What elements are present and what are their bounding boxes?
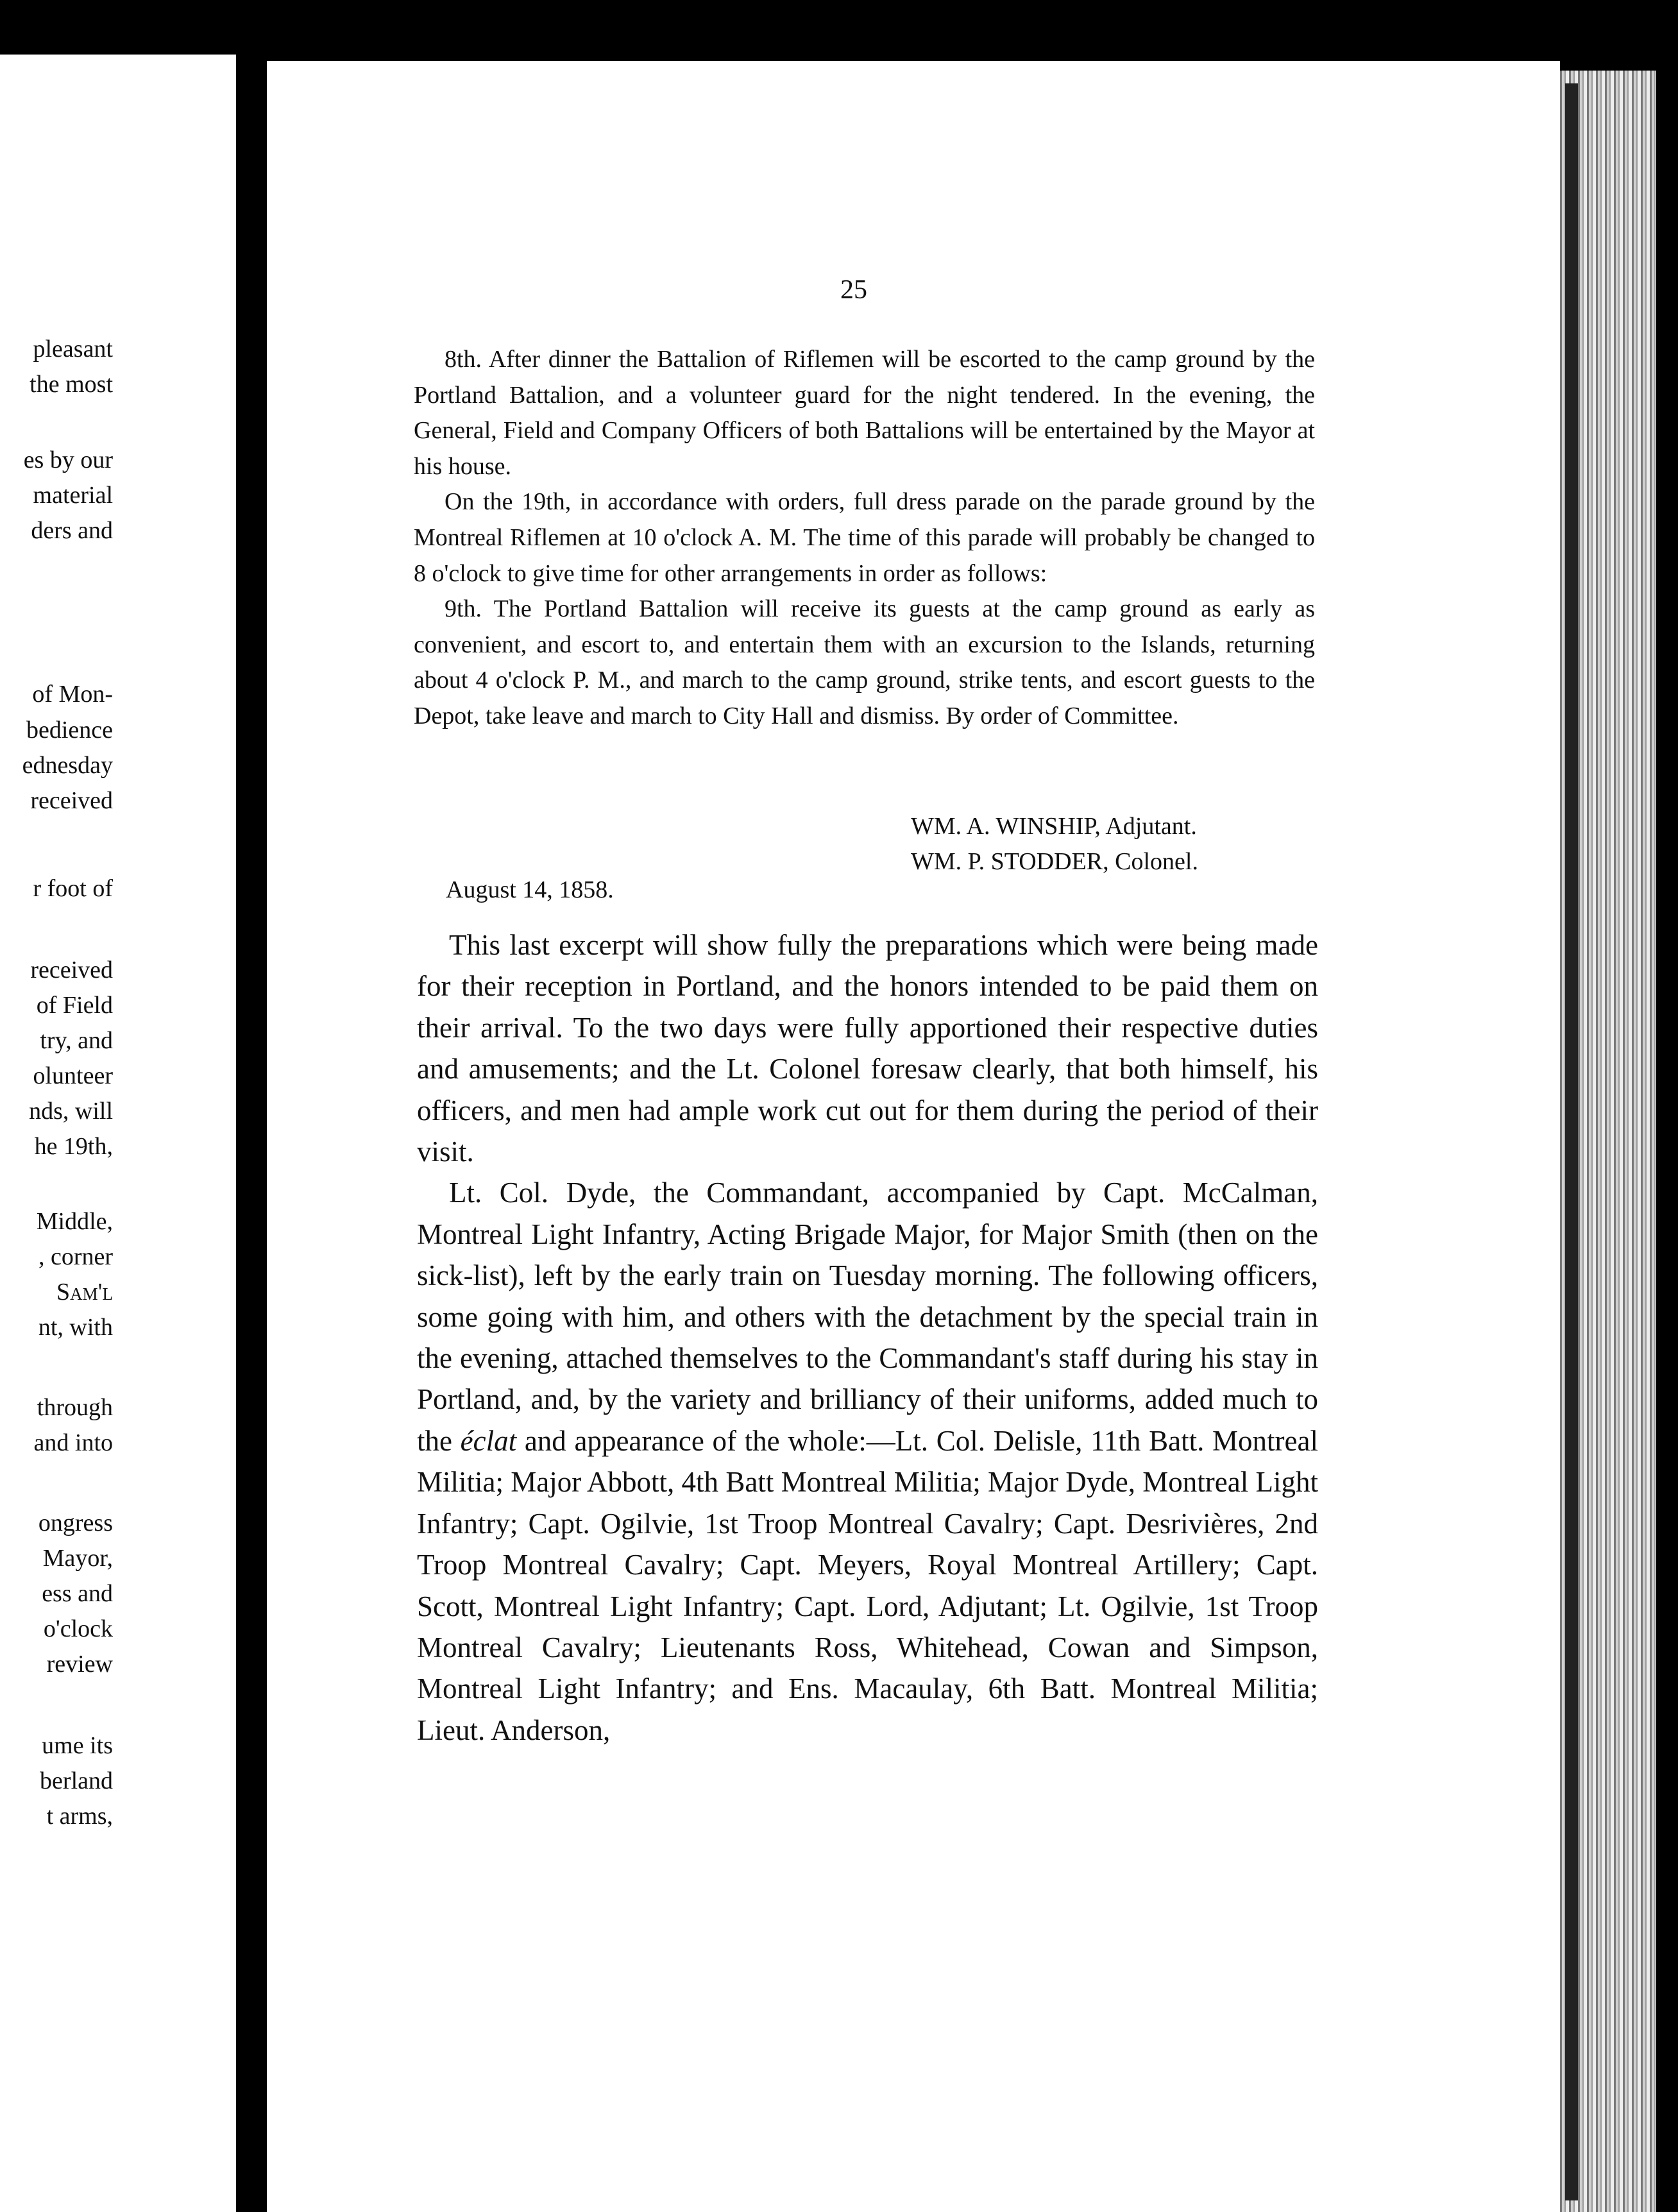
left-line: the most — [30, 371, 113, 398]
left-line: pleasant — [33, 336, 113, 362]
left-line: received — [30, 787, 113, 814]
left-facing-page — [0, 55, 236, 2212]
left-line: ders and — [31, 517, 113, 544]
left-line: ess and — [42, 1580, 113, 1607]
paragraph: This last excerpt will show fully the preparations which were being made for their reception in Portland, and the honors intended to be paid them on their arrival. To the two days were fully apportioned their respective duties and amusements; and the Lt. Colonel foresaw clearly, that both himself, his officers, and men had ample work cut out for them during the period of their visit. — [417, 929, 1318, 1168]
left-line: ednesday — [22, 752, 113, 779]
paragraph: 9th. The Portland Battalion will receive its guests at the camp ground as early as convenient, and escort to, and entertain them with an excursion to the Islands, returning about 4 o'clock P. M., and march to the camp ground, strike tents, and escort guests to the Depot, take leave and march to City Hall and dismiss. By order of Committee. — [414, 595, 1315, 729]
left-line: es by our — [23, 447, 113, 473]
left-line: he 19th, — [34, 1133, 113, 1160]
paragraph: On the 19th, in accordance with orders, full dress parade on the parade ground by the Montreal Riflemen at 10 o'clock A. M. The time of this parade will probably be changed to 8 o'clock to give time for other arrangements in order as follows: — [414, 488, 1315, 587]
left-line: Mayor, — [42, 1545, 113, 1572]
left-line: Sam'l — [56, 1279, 113, 1306]
left-line: and into — [33, 1429, 113, 1456]
left-line: nt, with — [38, 1314, 113, 1341]
order-text — [414, 342, 1315, 735]
left-line: nds, will — [29, 1098, 113, 1125]
left-line: Middle, — [36, 1208, 113, 1235]
left-line: review — [46, 1651, 113, 1678]
paragraph-part: Lt. Col. Dyde, the Commandant, accompanied by Capt. McCalman, Montreal Light Infantry, Acting Brigade Major, for Major Smith (then on the sick-list), left by the early train on Tuesday morning. The following officers, some going with him, and others with the detachment by the special train in the evening, attached themselves to the Commandant's staff during his stay in Portland, and, by the variety and brilliancy of their uniforms, added much to the — [417, 1177, 1318, 1457]
left-line: , corner — [38, 1243, 113, 1270]
signatures — [911, 809, 1198, 880]
left-line: received — [30, 957, 113, 983]
left-line: r foot of — [33, 875, 113, 902]
paragraph-part: and appearance of the whole:—Lt. Col. Delisle, 11th Batt. Montreal Militia; Major Abbott, 4th Batt Montreal Militia; Major Dyde, Montreal Light Infantry; Capt. Ogilvie, 1st Troop Montreal Cavalry; Capt. Desrivières, 2nd Troop Montreal Cavalry; Capt. Meyers, Royal Montreal Artillery; Capt. Scott, Montreal Light Infantry; Capt. Lord, Adjutant; Lt. Ogilvie, 1st Troop Montreal Cavalry; Lieutenants Ross, Whitehead, Cowan and Simpson, Montreal Light Infantry; and Ens. Macaulay, 6th Batt. Montreal Militia; Lieut. Anderson, — [417, 1424, 1318, 1746]
emphasis-eclat: éclat — [460, 1424, 517, 1457]
narrative-text — [417, 924, 1318, 1751]
scan-border — [1656, 0, 1678, 2212]
left-line: of Field — [36, 992, 113, 1019]
left-line: olunteer — [33, 1062, 113, 1089]
gutter-shadow — [236, 0, 267, 2212]
paragraph — [417, 1172, 1318, 1751]
page-edge-shadow — [1565, 83, 1578, 2200]
signature-colonel: WM. P. STODDER, Colonel. — [911, 848, 1198, 875]
left-line: through — [37, 1394, 113, 1421]
order-date: August 14, 1858. — [446, 876, 614, 903]
left-line: try, and — [40, 1027, 113, 1054]
page-number: 25 — [840, 275, 867, 305]
left-line: t arms, — [46, 1803, 113, 1830]
left-line: ongress — [38, 1510, 113, 1536]
left-line: ume its — [42, 1732, 113, 1759]
signature-adjutant: WM. A. WINSHIP, Adjutant. — [911, 813, 1197, 840]
left-line: material — [33, 482, 113, 509]
left-line: of Mon- — [32, 681, 113, 708]
left-line: o'clock — [43, 1615, 113, 1642]
paragraph: 8th. After dinner the Battalion of Riflemen will be escorted to the camp ground by the Portland Battalion, and a volunteer guard for the night tendered. In the evening, the General, Field and Company Officers of both Battalions will be entertained by the Mayor at his house. — [414, 346, 1315, 480]
left-line: bedience — [26, 717, 113, 744]
left-line: berland — [40, 1767, 113, 1794]
